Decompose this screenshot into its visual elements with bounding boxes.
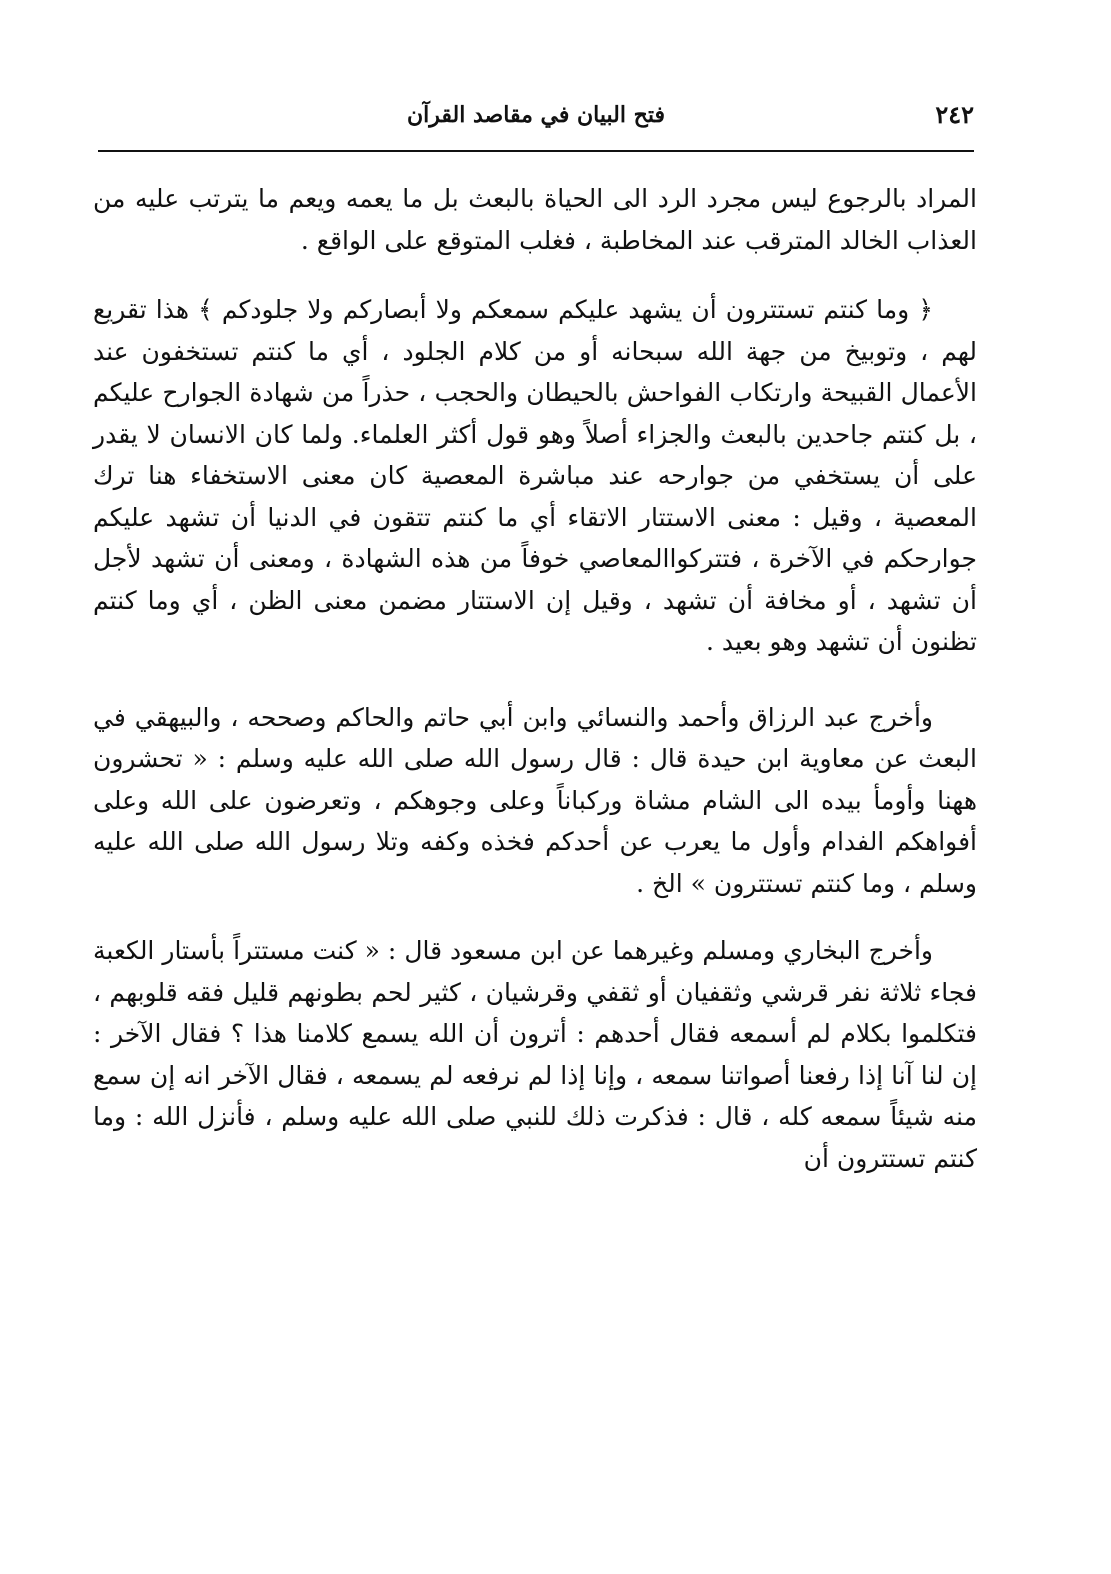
paragraph-3: وأخرج عبد الرزاق وأحمد والنسائي وابن أبي حاتم والحاكم وصححه ، والبيهقي في البعث عن معاوية ابن حيدة قال : قال رسول الله صلى الله عليه وسلم : « تحشرون ههنا وأومأ بيده الى الشام مشاة وركباناً وعلى وجوهكم ، وتعرضون على الله وعلى أفواهكم الفدام وأول ما يعرب عن أحدكم فخذه وكفه وتلا رسول الله صلى الله عليه وسلم ، وما كنتم تستترون » الخ . bbox=[93, 702, 977, 898]
paragraph-1: المراد بالرجوع ليس مجرد الرد الى الحياة بالبعث بل ما يعمه ويعم ما يترتب عليه من العذاب الخالد المترقب عند المخاطبة ، فغلب المتوقع على الواقع . bbox=[93, 184, 977, 255]
body-text bbox=[93, 178, 977, 1179]
paragraph-2: ﴿ وما كنتم تستترون أن يشهد عليكم سمعكم ولا أبصاركم ولا جلودكم ﴾ هذا تقريع لهم ، وتوبيخ من جهة الله سبحانه أو من كلام الجلود ، أي ما كنتم تستخفون عند الأعمال القبيحة وارتكاب الفواحش بالحيطان والحجب ، حذراً من شهادة الجوارح عليكم ، بل كنتم جاحدين بالبعث والجزاء أصلاً وهو قول أكثر العلماء. ولما كان الانسان لا يقدر على أن يستخفي من جوارحه عند مباشرة المعصية كان معنى الاستخفاء هنا ترك المعصية ، وقيل : معنى الاستتار الاتقاء أي ما كنتم تتقون في الدنيا أن تشهد عليكم جوارحكم في الآخرة ، فتتركواالمعاصي خوفاً من هذه الشهادة ، ومعنى أن تشهد لأجل أن تشهد ، أو مخافة أن تشهد ، وقيل إن الاستتار مضمن معنى الظن ، أي وما كنتم تظنون أن تشهد وهو بعيد . bbox=[93, 295, 977, 656]
paragraph-4: وأخرج البخاري ومسلم وغيرهما عن ابن مسعود قال : « كنت مستتراً بأستار الكعبة فجاء ثلاثة نفر قرشي وثقفيان أو ثقفي وقرشيان ، كثير لحم بطونهم قليل فقه قلوبهم ، فتكلموا بكلام لم أسمعه فقال أحدهم : أترون أن الله يسمع كلامنا هذا ؟ فقال الآخر : إن لنا آنا إذا رفعنا أصواتنا سمعه ، وإنا إذا لم نرفعه لم يسمعه ، فقال الآخر انه إن سمع منه شيئاً سمعه كله ، قال : فذكرت ذلك للنبي صلى الله عليه وسلم ، فأنزل الله : وما كنتم تستترون أن bbox=[93, 936, 977, 1173]
page-number: ٢٤٢ bbox=[935, 100, 974, 129]
header-divider bbox=[98, 150, 974, 152]
book-title: فتح البيان في مقاصد القرآن bbox=[407, 102, 665, 128]
page-header bbox=[98, 100, 974, 150]
